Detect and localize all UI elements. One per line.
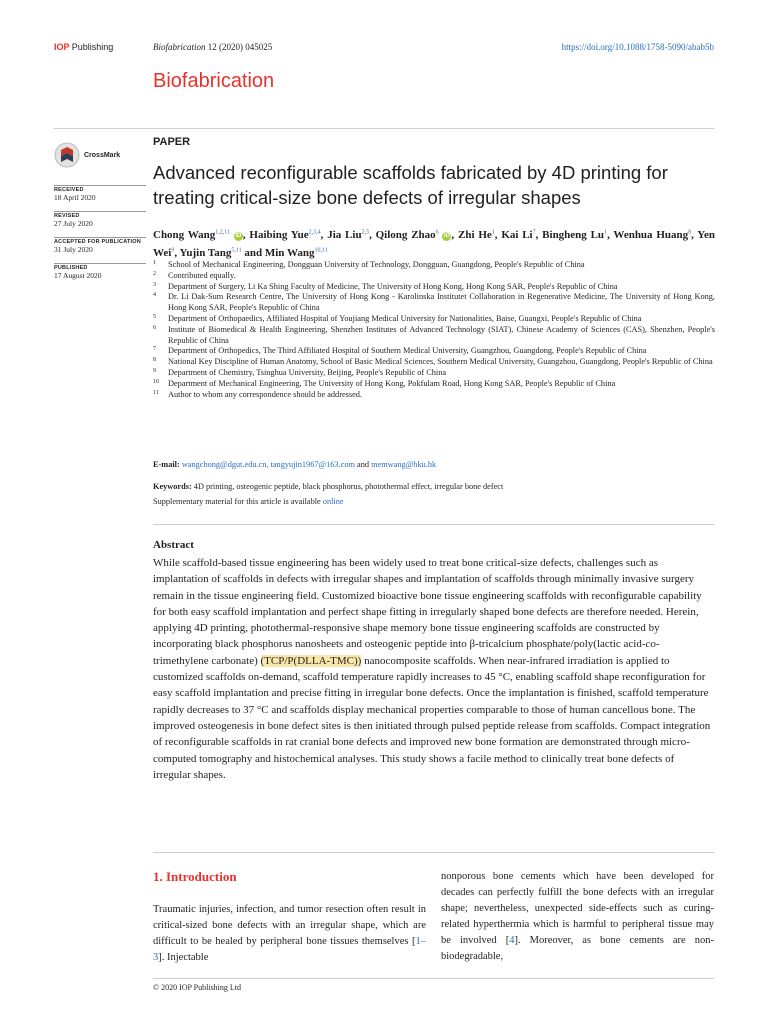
author-separator: ,: [242, 228, 246, 241]
author-affil-sup[interactable]: 8: [688, 229, 692, 235]
abstract-part: nanocomposite scaffolds. When near-infrared irradiation is applied to customized scaffolds on-demand, scaffold temperature rapidly increases to 45 °C, enabling scaffold shape reconfiguration for easy scaffold implantation and precise fitting in irregular bone defects. Once the implantation is finished, scaffold temperature rapidly decreases to 37 °C and scaffolds display mechanical properties comparable to those of human cancellous bone. The improved osteogenesis in bone defect sites is then initiated through pulsed peptide release from scaffolds. Compact integration of reconfigurable scaffolds in rat cranial bone defects and improved new bone formation are demonstrated through micro-computed tomography and histochemical analyses. This study shows a facile method to clinically treat bone defects of irregular shapes.: [153, 654, 711, 781]
supplementary-text: Supplementary material for this article is available: [153, 497, 321, 506]
affiliation-list: [153, 260, 715, 400]
email-link[interactable]: memwang@hku.hk: [371, 460, 437, 469]
affiliation-number: 8: [153, 357, 156, 364]
journal-title[interactable]: Biofabrication: [153, 70, 275, 92]
author-separator: ,: [451, 228, 455, 241]
date-published: [54, 263, 146, 281]
email-and: and: [357, 460, 370, 469]
author-separator: ,: [607, 228, 610, 241]
date-value: 31 July 2020: [54, 245, 93, 254]
affiliation-text: Department of Chemistry, Tsinghua University, Beijing, People's Republic of China: [168, 367, 447, 377]
affiliation: [153, 346, 715, 357]
affiliation-text: National Key Discipline of Human Anatomy, School of Basic Medical Sciences, Southern Medical University, Guangzhou, Guangdong, People's Republic of China: [168, 357, 713, 367]
author-affil-sup[interactable]: 5,11: [231, 247, 242, 254]
paper-type: PAPER: [153, 136, 191, 148]
keywords: [153, 482, 715, 491]
copyright: © 2020 IOP Publishing Ltd: [153, 983, 242, 992]
abstract-part: While scaffold-based tissue engineering has been widely used to treat bone critical-size defects, challenges such as implantation of scaffolds in defects with irregular shapes and implantation of scaffolds through minimally invasive surgery remain in the tissue engineering field. Customized bioactive bone tissue engineering scaffolds with reconfigurable capability for both easy scaffold implantation and perfect shape fitting in irregularly shaped bone defects are therefore needed. Herein, applying 4D printing, photothermal-responsive shape memory bone tissue engineering scaffolds are constructed by incorporating black phosphorus nanosheets and osteogenic peptide into β-tricalcium phosphate/poly(lactic acid-: [153, 557, 702, 651]
author-affil-sup[interactable]: 1,2,11: [215, 229, 231, 235]
keywords-text: 4D printing, osteogenic peptide, black phosphorus, photothermal effect, irregular bone defect: [193, 482, 504, 491]
affiliation-number: 3: [153, 281, 156, 288]
header-divider: [54, 128, 714, 129]
intro-divider: [153, 852, 714, 853]
orcid-icon[interactable]: iD: [443, 232, 450, 239]
affiliation-number: 4: [153, 292, 156, 299]
affiliation: [153, 260, 715, 271]
email-link[interactable]: wangchong@dgut.edu.cn,: [181, 460, 269, 469]
date-value: 17 August 2020: [54, 271, 102, 280]
affiliation-number: 11: [153, 389, 159, 396]
affiliation: [153, 379, 715, 390]
keywords-label: Keywords:: [153, 482, 192, 491]
affiliation-text: Department of Mechanical Engineering, The University of Hong Kong, Pokfulam Road, Hong Kong SAR, People's Republic of China: [168, 378, 616, 388]
body-text: nonporous bone cements which have been developed for decades can perfectly fulfill the bone defects with an irregular shape; nevertheless, unexpected side-effects such as curing-related hyperthermia which is harmful to peripheral tissue may be involved [: [441, 871, 714, 946]
author[interactable]: [542, 229, 610, 241]
citation: [153, 42, 272, 52]
publication-dates: [54, 185, 146, 289]
author-separator: ,: [494, 228, 498, 241]
section-heading-introduction: 1. Introduction: [153, 869, 237, 884]
author[interactable]: [376, 229, 455, 241]
author-name: Zhi He: [458, 228, 492, 241]
author-separator: ,: [691, 228, 694, 241]
date-label: PUBLISHED: [54, 265, 88, 271]
orcid-icon[interactable]: iD: [235, 232, 242, 239]
affiliation: [153, 292, 715, 314]
citation-volume: 12 (2020) 045025: [207, 42, 273, 52]
author-separator: ,: [174, 247, 178, 260]
reference-link[interactable]: 4: [509, 935, 515, 946]
date-revised: [54, 211, 146, 229]
footer-divider: [153, 978, 714, 979]
date-label: ACCEPTED FOR PUBLICATION: [54, 239, 141, 245]
doi-link[interactable]: https://doi.org/10.1088/1758-5090/abab5b: [561, 42, 714, 52]
author-affil-sup[interactable]: 9: [171, 247, 175, 254]
affiliation-text: Department of Orthopaedics, Affiliated Hospital of Youjiang Medical University for Nationalities, Baise, Guangxi, People's Republic of China: [168, 313, 642, 323]
affiliation-text: Contributed equally.: [168, 270, 236, 280]
affiliation: [153, 282, 715, 293]
author-name: Chong Wang: [153, 228, 216, 241]
date-label: RECEIVED: [54, 187, 84, 193]
affiliation: [153, 325, 715, 347]
author[interactable]: [265, 247, 328, 259]
affiliation-number: 5: [153, 313, 156, 320]
date-received: [54, 185, 146, 203]
body-text: ]. Moreover, as bone cements are non-biodegradable,: [441, 935, 714, 962]
abstract-divider: [153, 524, 714, 525]
affiliation: [153, 390, 715, 401]
highlighted-text[interactable]: (TCP/P(DLLA-TMC)): [260, 654, 362, 667]
author-affil-sup[interactable]: 2,5: [361, 229, 370, 235]
author-affil-sup[interactable]: 2,3,4: [308, 229, 321, 235]
affiliation-text: Author to whom any correspondence should be addressed.: [168, 389, 363, 399]
affiliation-text: Department of Surgery, Li Ka Shing Faculty of Medicine, The University of Hong Kong, Hong Kong SAR, People's Republic of China: [168, 281, 618, 291]
author[interactable]: [179, 247, 262, 259]
author[interactable]: [249, 229, 323, 241]
affiliation-number: 9: [153, 367, 156, 374]
crossmark-label: CrossMark: [84, 151, 121, 159]
abstract-heading: Abstract: [153, 539, 194, 551]
author-affil-sup[interactable]: 10,11: [314, 247, 328, 254]
citation-journal: Biofabrication: [153, 42, 206, 52]
body-text: Traumatic injuries, infection, and tumor resection often result in critical-sized bone defects with an irregular shape, which are difficult to be healed by peripheral bone tissues themselves [: [153, 904, 426, 947]
author-list: [153, 224, 715, 261]
affiliation-number: 1: [153, 260, 156, 266]
crossmark-badge[interactable]: [54, 142, 134, 168]
body-column-right: [441, 869, 714, 965]
author-name: Min Wang: [264, 247, 315, 260]
supplementary-note: [153, 497, 344, 506]
affiliation: [153, 271, 715, 282]
reference-link[interactable]: 1–3: [153, 936, 426, 963]
publisher-text: Publishing: [71, 42, 114, 52]
email-link[interactable]: tangyujin1967@163.com: [270, 460, 355, 469]
body-column-left: [153, 902, 426, 966]
email-label: E-mail:: [153, 460, 180, 469]
affiliation: [153, 357, 715, 368]
author-name: Yujin Tang: [179, 247, 232, 260]
author-affil-sup[interactable]: 7: [532, 229, 536, 235]
author-affil-sup[interactable]: 1: [491, 229, 495, 235]
author-name: Haibing Yue: [249, 228, 309, 241]
affiliation-text: Department of Orthopedics, The Third Affiliated Hospital of Southern Medical University, Guangzhou, Guangdong, People's Republic of China: [168, 346, 647, 356]
author[interactable]: [501, 229, 538, 241]
date-value: 27 July 2020: [54, 219, 93, 228]
author-affil-sup[interactable]: 6: [435, 229, 439, 235]
author-name: Bingheng Lu: [542, 228, 605, 241]
affiliation-number: 2: [153, 270, 156, 277]
body-text: ]. Injectable: [158, 952, 209, 963]
abstract-text: [153, 555, 714, 783]
running-header: [54, 42, 714, 56]
affiliation-number: 10: [153, 378, 159, 385]
publisher-logo[interactable]: [54, 42, 113, 52]
affiliation-text: Dr. Li Dak-Sum Research Centre, The University of Hong Kong - Karolinska Institutet Collaboration in Regenerative Medicine, The University of Hong Kong, Hong Kong SAR, People's Republic of China: [168, 292, 715, 313]
article-title: Advanced reconfigurable scaffolds fabricated by 4D printing for treating critical-size bone defects of irregular shapes: [153, 162, 668, 208]
affiliation-number: 7: [153, 346, 156, 353]
affiliation: [153, 314, 715, 325]
author-separator: ,: [320, 228, 324, 241]
abstract-part: -trimethylene carbonate): [153, 638, 660, 667]
author[interactable]: [458, 229, 498, 241]
author-separator: and: [241, 247, 263, 260]
author-name: Yen Wei: [153, 228, 716, 260]
publisher-brand: IOP: [54, 42, 70, 52]
supplementary-link[interactable]: online: [322, 497, 344, 506]
author-name: Qilong Zhao: [375, 228, 436, 241]
author[interactable]: [153, 229, 246, 241]
correspondence-emails: [153, 460, 436, 469]
date-accepted: [54, 237, 146, 255]
author-name: Kai Li: [501, 228, 533, 241]
crossmark-icon: [54, 142, 80, 168]
author-name: Wenhua Huang: [613, 228, 689, 241]
author-separator: ,: [535, 228, 539, 241]
author[interactable]: [613, 229, 693, 241]
affiliation-text: School of Mechanical Engineering, Dongguan University of Technology, Dongguan, Guangdong, People's Republic of China: [168, 260, 585, 269]
date-label: REVISED: [54, 213, 80, 219]
author-separator: ,: [369, 228, 372, 241]
author[interactable]: [327, 229, 372, 241]
affiliation: [153, 368, 715, 379]
date-value: 18 April 2020: [54, 193, 96, 202]
author-affil-sup[interactable]: 1: [604, 229, 608, 235]
author-name: Jia Liu: [327, 228, 362, 241]
affiliation-number: 6: [153, 324, 156, 331]
abstract-italic: co: [645, 638, 656, 651]
affiliation-text: Institute of Biomedical & Health Engineering, Shenzhen Institutes of Advanced Technology (SIAT), Chinese Academy of Sciences (CAS), Shenzhen, People's Republic of China: [168, 324, 715, 345]
